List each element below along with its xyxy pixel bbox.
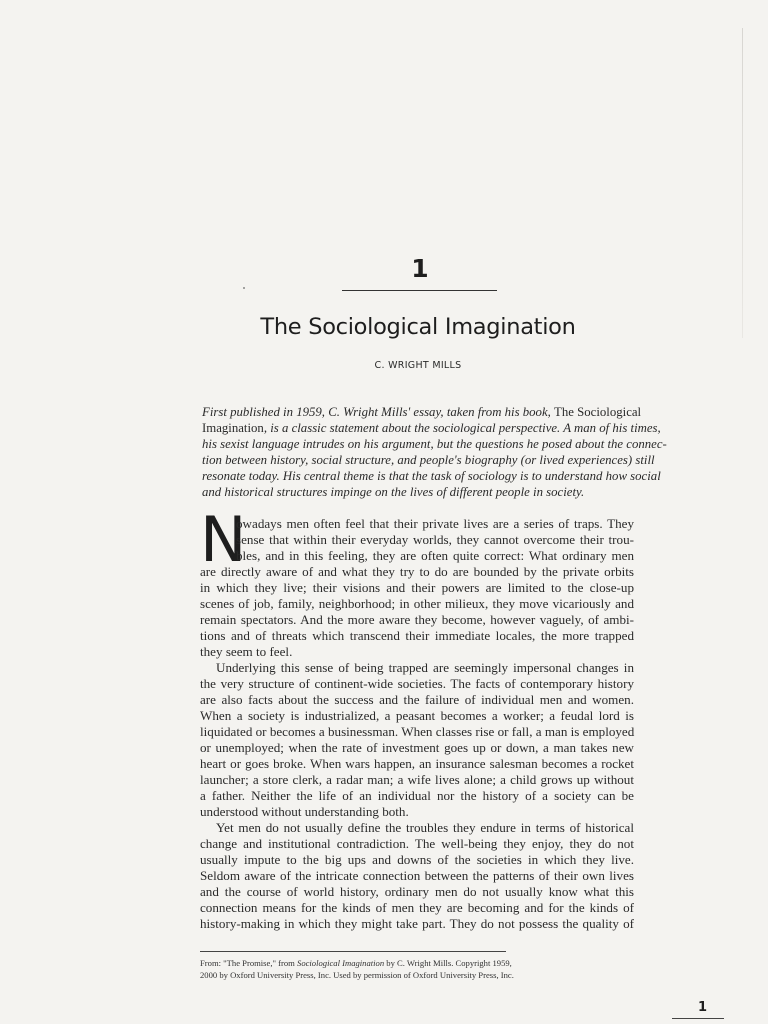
scan-speck bbox=[243, 287, 245, 289]
body-line: connection means for the kinds of men they are becoming and for the kinds of bbox=[200, 900, 634, 915]
body-line: owadays men often feel that their private lives are a series of traps. They bbox=[236, 516, 634, 531]
intro-line: First published in 1959, C. Wright Mills' essay, taken from his book, The Sociological bbox=[202, 405, 642, 419]
footnote-line: 2000 by Oxford University Press, Inc. Used by permission of Oxford University Press, Inc. bbox=[200, 970, 514, 980]
body-line: Yet men do not usually define the troubles they endure in terms of historical bbox=[216, 820, 634, 835]
intro-line: his sexist language intrudes on his argument, but the questions he posed about the connec- bbox=[202, 437, 667, 451]
book-title: Imagination bbox=[202, 421, 264, 435]
body-line: When a society is industrialized, a peasant becomes a worker; a feudal lord is bbox=[200, 708, 634, 723]
footnote-line: From: "The Promise," from Sociological Imagination by C. Wright Mills. Copyright 1959, bbox=[200, 958, 512, 968]
body-line: Underlying this sense of being trapped are seemingly impersonal changes in bbox=[216, 660, 634, 675]
body-line: the very structure of continent-wide societies. The facts of contemporary history bbox=[200, 676, 634, 691]
body-line: in which they live; their visions and their powers are limited to the close-up bbox=[200, 580, 634, 595]
chapter-rule bbox=[342, 290, 497, 291]
body-line: liquidated or becomes a businessman. When classes rise or fall, a man is employed bbox=[200, 724, 635, 739]
chapter-author: C. WRIGHT MILLS bbox=[374, 360, 462, 371]
body-line: tions and of threats which transcend their immediate locales, the more trapped bbox=[200, 628, 634, 643]
body-line: Seldom aware of the intricate connection between the patterns of their own lives bbox=[200, 868, 634, 883]
body-line: are also facts about the success and the failure of individual men and women. bbox=[200, 692, 634, 707]
footnote-book-title: Sociological Imagination bbox=[297, 958, 385, 968]
body-line: a father. Neither the life of an individual nor the history of a society can be bbox=[200, 788, 634, 803]
chapter-number: 1 bbox=[411, 254, 429, 283]
body-line: change and institutional contradiction. The well-being they enjoy, they do not bbox=[200, 836, 634, 851]
body-line: history-making in which they might take part. They do not possess the quality of bbox=[200, 916, 634, 931]
scan-edge-mark bbox=[742, 28, 743, 338]
body-line: sense that within their everyday worlds, they cannot overcome their trou- bbox=[236, 532, 634, 547]
page-number: 1 bbox=[698, 1000, 708, 1015]
book-title: The Sociological bbox=[554, 405, 642, 419]
body-line: bles, and in this feeling, they are often quite correct: What ordinary men bbox=[236, 548, 634, 563]
intro-line: tion between history, social structure, and people's biography (or lived experiences) still bbox=[202, 453, 655, 467]
body-line: scenes of job, family, neighborhood; in other milieux, they move vicariously and bbox=[200, 596, 634, 611]
chapter-title: The Sociological Imagination bbox=[260, 314, 576, 340]
body-line: remain spectators. And the more aware they become, however vaguely, of ambi- bbox=[200, 612, 634, 627]
body-line: and the course of world history, ordinary men do not usually know what this bbox=[200, 884, 634, 899]
drop-cap: N bbox=[200, 503, 247, 576]
intro-line: Imagination, is a classic statement about the sociological perspective. A man of his times, bbox=[202, 421, 661, 435]
footnote-rule bbox=[200, 951, 506, 952]
page-number-rule bbox=[672, 1018, 724, 1019]
intro-line: resonate today. His central theme is that the task of sociology is to understand how social bbox=[202, 469, 661, 483]
body-line: are directly aware of and what they try to do are bounded by the private orbits bbox=[200, 564, 634, 579]
intro-line: and historical structures impinge on the lives of different people in society. bbox=[202, 485, 585, 499]
body-line: usually impute to the big ups and downs of the societies in which they live. bbox=[200, 852, 634, 867]
body-line: heart or goes broke. When wars happen, an insurance salesman becomes a rocket bbox=[200, 756, 634, 771]
body-line: they seem to feel. bbox=[200, 644, 293, 659]
body-line: launcher; a store clerk, a radar man; a wife lives alone; a child grows up without bbox=[200, 772, 634, 787]
body-line: or unemployed; when the rate of investment goes up or down, a man takes new bbox=[200, 740, 634, 755]
body-line: understood without understanding both. bbox=[200, 804, 409, 819]
